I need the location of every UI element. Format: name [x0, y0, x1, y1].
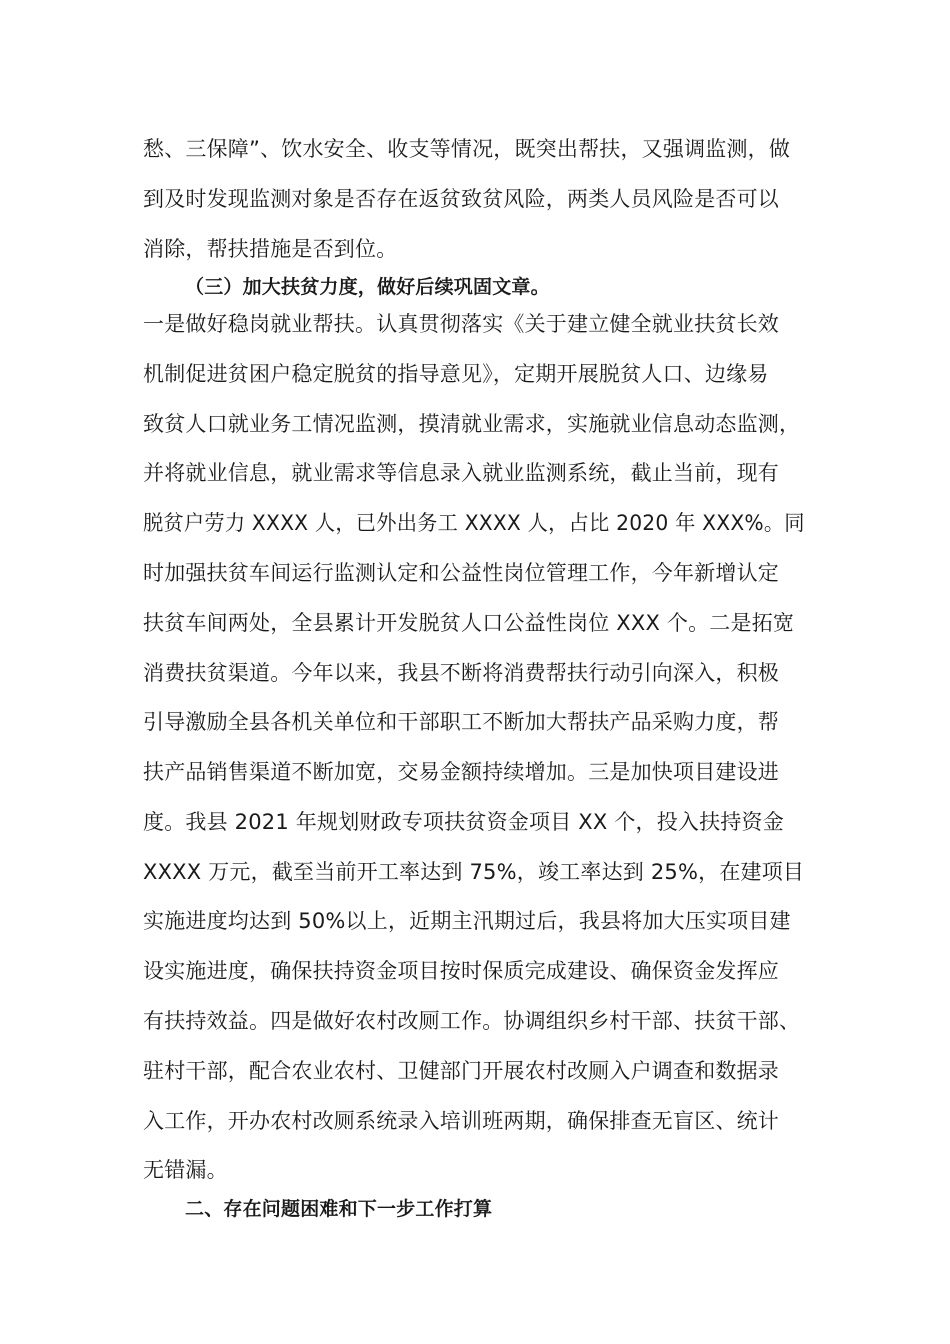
text-line: 扶贫车间两处，全县累计开发脱贫人口公益性岗位 XXX 个。二是拓宽: [143, 611, 795, 635]
text-line: 愁、三保障”、饮水安全、收支等情况，既突出帮扶，又强调监测，做: [143, 137, 791, 161]
text-line: 无错漏。: [143, 1158, 228, 1182]
text-line: 并将就业信息，就业需求等信息录入就业监测系统，截止当前，现有: [143, 461, 779, 485]
text-line: 扶产品销售渠道不断加宽，交易金额持续增加。三是加快项目建设进: [143, 760, 779, 784]
text-line: 脱贫户劳力 XXXX 人，已外出务工 XXXX 人，占比 2020 年 XXX%。同: [143, 511, 805, 535]
text-line: 机制促进贫困户稳定脱贫的指导意见》，定期开展脱贫人口、边缘易: [143, 362, 769, 386]
section-heading: 二、存在问题困难和下一步工作打算: [185, 1198, 493, 1220]
section-heading: （三）加大扶贫力度，做好后续巩固文章。: [185, 276, 550, 298]
text-line: 致贫人口就业务工情况监测，摸清就业需求，实施就业信息动态监测，: [143, 412, 801, 436]
text-line: 实施进度均达到 50%以上，近期主汛期过后，我县将加大压实项目建: [143, 909, 791, 933]
text-line: 到及时发现监测对象是否存在返贫致贫风险，两类人员风险是否可以: [143, 187, 779, 211]
text-line: 度。我县 2021 年规划财政专项扶贫资金项目 XX 个，投入扶持资金: [143, 810, 784, 834]
text-line: 时加强扶贫车间运行监测认定和公益性岗位管理工作，今年新增认定: [143, 561, 779, 585]
text-line: 消除，帮扶措施是否到位。: [143, 237, 398, 261]
text-line: 驻村干部，配合农业农村、卫健部门开展农村改厕入户调查和数据录: [143, 1059, 779, 1083]
text-line: 引导激励全县各机关单位和干部职工不断加大帮扶产品采购力度，帮: [143, 710, 779, 734]
text-line: 有扶持效益。四是做好农村改厕工作。协调组织乡村干部、扶贫干部、: [143, 1009, 801, 1033]
text-line: 消费扶贫渠道。今年以来，我县不断将消费帮扶行动引向深入，积极: [143, 661, 779, 685]
text-line: 设实施进度，确保扶持资金项目按时保质完成建设、确保资金发挥应: [143, 959, 779, 983]
text-line: XXXX 万元，截至当前开工率达到 75%，竣工率达到 25%，在建项目: [143, 860, 805, 884]
text-line: 一是做好稳岗就业帮扶。认真贯彻落实《关于建立健全就业扶贫长效: [143, 312, 779, 336]
text-line: 入工作，开办农村改厕系统录入培训班两期，确保排查无盲区、统计: [143, 1109, 779, 1133]
